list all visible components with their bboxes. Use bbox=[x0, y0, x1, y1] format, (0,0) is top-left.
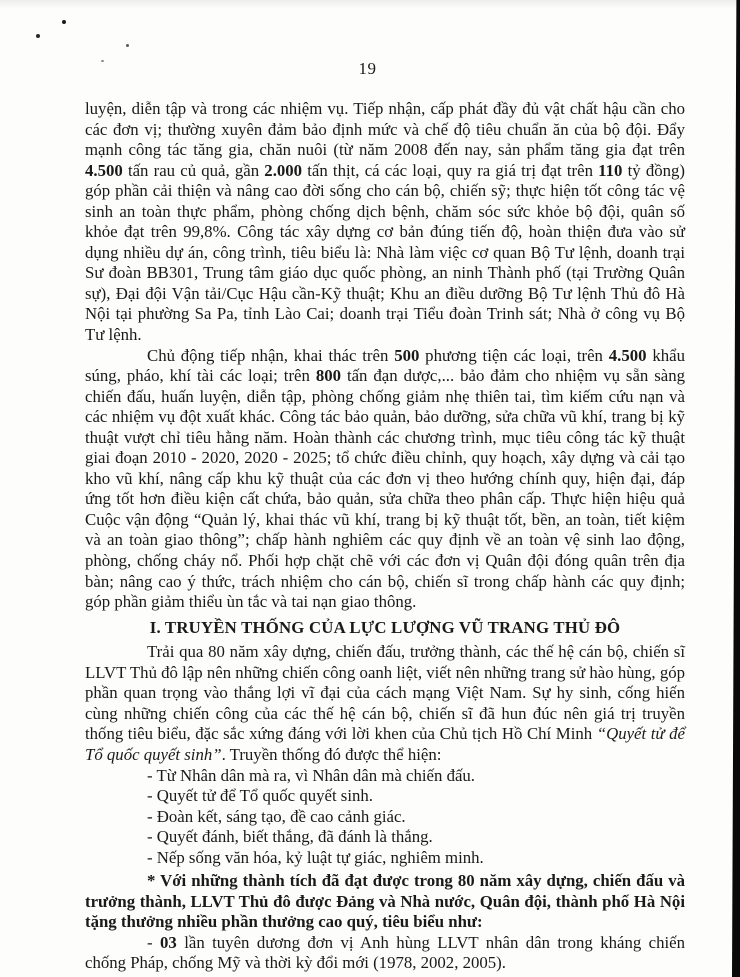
paragraph-award-honors bbox=[85, 933, 685, 974]
page-number: 19 bbox=[358, 59, 377, 78]
text-run: tỷ đồng) góp phần cải thiện và nâng cao đời sống cho cán bộ, chiến sỹ; thực hiện tốt công tác vệ sinh an toàn thực phẩm, phòng chống dịch bệnh, chăm sóc sức khỏe bộ đội, quân số khỏe đạt trên 99,8%. Công tác xây dựng cơ bản đúng tiến độ, hoàn thiện đưa vào sử dụng nhiều dự án, công trình, tiêu biểu là: Nhà làm việc cơ quan Bộ Tư lệnh, doanh trại Sư đoàn BB301, Trung tâm giáo dục quốc phòng, an ninh Thành phố (tại Trường Quân sự), Đại đội Vận tải/Cục Hậu cần-Kỹ thuật; Khu an điều dưỡng Bộ Tư lệnh Thủ đô Hà Nội tại phường Sa Pa, tỉnh Lào Cai; doanh trại Tiểu đoàn Trinh sát; Nhà ở công vụ Bộ Tư lệnh. bbox=[85, 160, 685, 345]
text-run: 2.000 bbox=[264, 160, 303, 180]
text-run: 110 bbox=[598, 160, 623, 180]
tradition-list-item: - Đoàn kết, sáng tạo, đề cao cảnh giác. bbox=[147, 806, 406, 826]
text-run: lần tuyên dương đơn vị Anh hùng LLVT nhân dân trong kháng chiến chống Pháp, chống Mỹ và thời kỳ đổi mới (1978, 2002, 2005). bbox=[85, 932, 685, 973]
text-run: 800 bbox=[315, 366, 341, 386]
text-run: . Truyền thống đó được thể hiện: bbox=[221, 744, 442, 764]
scan-speck bbox=[36, 34, 40, 38]
text-run: “Quyết tử để Tổ quốc quyết sinh” bbox=[85, 724, 685, 764]
text-run: phương tiện các loại, trên bbox=[419, 345, 609, 365]
tradition-list-item: - Từ Nhân dân mà ra, vì Nhân dân mà chiến đấu. bbox=[147, 765, 475, 785]
paragraph-awards-intro: * Với những thành tích đã đạt được trong 80 năm xây dựng, chiến đấu và trưởng thành, LLVT Thủ đô được Đảng và Nhà nước, Quân đội, thành phố Hà Nội tặng thưởng nhiều phần thưởng cao quý, tiêu biểu như: bbox=[85, 871, 685, 932]
text-run: 4.500 bbox=[85, 160, 123, 180]
text-run: Chủ động tiếp nhận, khai thác trên bbox=[147, 345, 395, 365]
text-run: khẩu súng, pháo, khí tài các loại; trên bbox=[85, 345, 685, 386]
paragraph-technical bbox=[85, 346, 685, 613]
scan-top-shade bbox=[0, 0, 740, 9]
text-run: tấn thịt, cá các loại, quy ra giá trị đạt trên bbox=[302, 160, 599, 180]
text-run: luyện, diễn tập và trong các nhiệm vụ. Tiếp nhận, cấp phát đầy đủ vật chất hậu cần cho các đơn vị; thường xuyên đảm bảo định mức và chế độ tiêu chuẩn ăn của bộ đội. Đẩy mạnh công tác tăng gia, chăn nuôi (từ năm 2008 đến nay, sản phẩm tăng gia đạt trên bbox=[85, 99, 685, 160]
text-run: 4.500 bbox=[608, 345, 647, 365]
text-run: tấn rau củ quả, gần bbox=[122, 160, 265, 180]
scan-speck bbox=[62, 20, 66, 24]
text-run: 500 bbox=[394, 345, 420, 365]
text-run: - bbox=[147, 932, 161, 952]
section-heading: I. TRUYỀN THỐNG CỦA LỰC LƯỢNG VŨ TRANG THỦ ĐÔ bbox=[149, 617, 621, 637]
paragraph-tradition-intro bbox=[85, 642, 685, 765]
scan-edge-line bbox=[732, 0, 740, 977]
tradition-list-item: - Nếp sống văn hóa, kỷ luật tự giác, nghiêm minh. bbox=[147, 847, 484, 867]
text-run: 03 bbox=[160, 932, 177, 952]
document-body bbox=[85, 99, 685, 974]
tradition-list-item: - Quyết đánh, biết thắng, đã đánh là thắng. bbox=[147, 827, 433, 847]
paragraph-logistics bbox=[85, 99, 685, 346]
text-run: Trải qua 80 năm xây dựng, chiến đấu, trưởng thành, các thế hệ cán bộ, chiến sĩ LLVT Thủ đô lập nên những chiến công oanh liệt, viết nên những trang sử hào hùng, góp phần quan trọng vào thắng lợi vĩ đại của cách mạng Việt Nam. Sự hy sinh, cống hiến cùng những chiến công của các thế hệ cán bộ, chiến sĩ đã hun đúc nên giá trị truyền thống tiêu biểu, đặc sắc xứng đáng với lời khen của Chủ tịch Hồ Chí Minh bbox=[85, 642, 685, 744]
text-run: tấn đạn dược,... bảo đảm cho nhiệm vụ sẵn sàng chiến đấu, huấn luyện, diễn tập, phòng chống giảm nhẹ thiên tai, tìm kiếm cứu nạn và các nhiệm vụ đột xuất khác. Công tác bảo quản, bảo dưỡng, sửa chữa vũ khí, trang bị kỹ thuật vượt chỉ tiêu hằng năm. Hoàn thành các chương trình, mục tiêu công tác kỹ thuật giai đoạn 2010 - 2020, 2020 - 2025; tổ chức điều chỉnh, quy hoạch, xây dựng và cải tạo kho vũ khí, nâng cấp khu kỹ thuật của các đơn vị theo hướng chính quy, hiện đại, đáp ứng tốt hơn điều kiện cất chứa, bảo quản, sửa chữa theo phân cấp. Thực hiện hiệu quả Cuộc vận động “Quản lý, khai thác vũ khí, trang bị kỹ thuật tốt, bền, an toàn, tiết kiệm và an toàn giao thông”; chấp hành nghiêm các quy định về an toàn vệ sinh lao động, phòng, chống cháy nổ. Phối hợp chặt chẽ với các đơn vị Quân đội đóng quân trên địa bàn; nâng cao ý thức, trách nhiệm cho cán bộ, chiến sĩ trong chấp hành các quy định; góp phần giảm thiểu ùn tắc và tai nạn giao thông. bbox=[85, 366, 685, 612]
scan-speck bbox=[126, 44, 129, 47]
tradition-list-item: - Quyết tử để Tổ quốc quyết sinh. bbox=[147, 786, 373, 806]
